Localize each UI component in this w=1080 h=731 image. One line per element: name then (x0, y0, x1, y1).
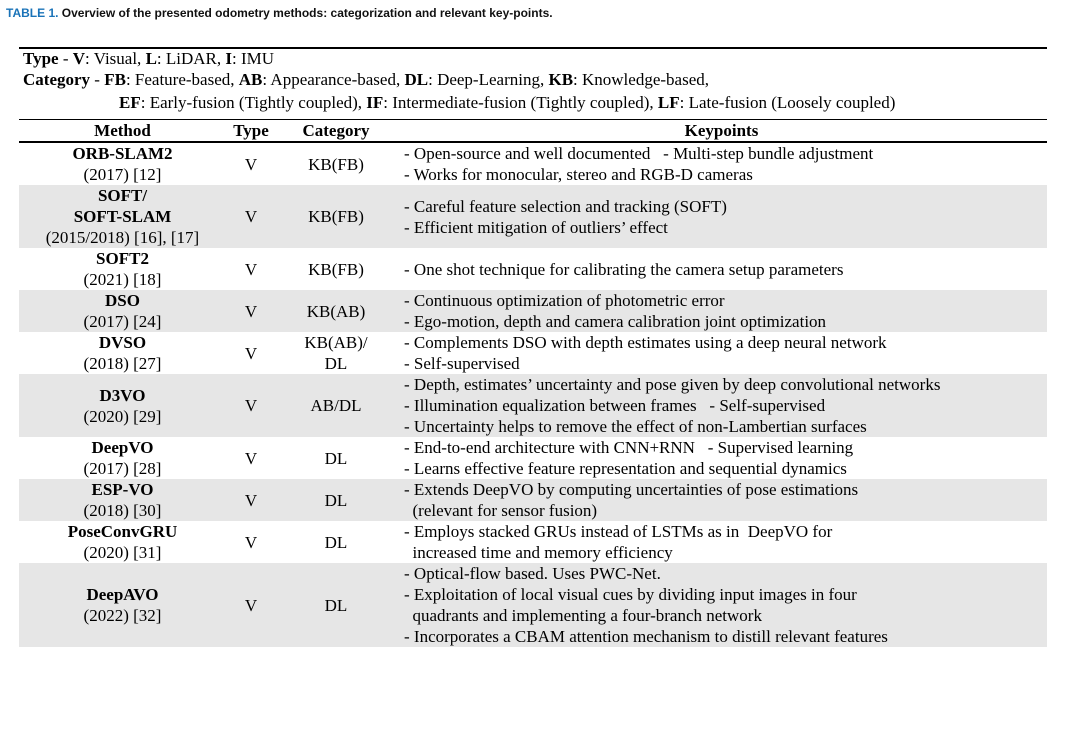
keypoint-line: - Employs stacked GRUs instead of LSTMs as in DeepVO for (404, 522, 833, 541)
category-text: KB(AB) (306, 301, 366, 321)
keypoints-cell (396, 374, 1047, 437)
type-cell: V (244, 532, 258, 552)
method-cell (19, 374, 226, 437)
category-legend-abbr-kb: KB (548, 70, 574, 89)
category-cell (276, 185, 396, 248)
header-method: Method (94, 121, 151, 140)
method-reference: (2017) [24] (83, 312, 162, 331)
keypoints-cell (396, 290, 1047, 332)
keypoint-line: - Extends DeepVO by computing uncertainties of pose estimations (404, 480, 859, 499)
category-cell (276, 374, 396, 437)
keypoint-line: - Ego-motion, depth and camera calibration joint optimization (404, 312, 827, 331)
type-legend-desc-i: : IMU (232, 49, 275, 68)
type-cell: V (244, 448, 258, 468)
keypoint-line: - Works for monocular, stereo and RGB-D cameras (404, 165, 753, 184)
category-cell (276, 521, 396, 563)
keypoint-line: - Uncertainty helps to remove the effect of non-Lambertian surfaces (404, 417, 867, 436)
keypoints-cell (396, 185, 1047, 248)
table-row (19, 142, 1047, 185)
category-legend-abbr-ef: EF (119, 93, 141, 112)
type-cell: V (226, 479, 276, 521)
type-legend-abbr-v: V (72, 49, 86, 68)
method-name: SOFT2 (96, 249, 149, 268)
table-row (19, 521, 1047, 563)
keypoints-cell (396, 563, 1047, 647)
caption-text: Overview of the presented odometry methods: categorization and relevant key-points. (61, 6, 553, 20)
method-cell (19, 563, 226, 647)
category-cell (276, 248, 396, 290)
table-row (19, 332, 1047, 374)
method-cell (19, 521, 226, 563)
keypoint-line: - Continuous optimization of photometric error (404, 291, 725, 310)
category-legend-abbr-dl: DL (404, 70, 429, 89)
category-legend-abbr-fb: FB (104, 70, 126, 89)
method-cell (19, 185, 226, 248)
header-row (19, 120, 1047, 142)
header-keypoints: Keypoints (684, 121, 759, 140)
method-cell (19, 437, 226, 479)
keypoint-line: (relevant for sensor fusion) (404, 501, 598, 520)
category-legend-abbr-ab: AB (238, 70, 263, 89)
category-legend-desc-kb: : Knowledge-based, (573, 70, 709, 89)
category-legend-abbr-lf: LF (657, 93, 680, 112)
type-legend-desc-v: : Visual, (85, 49, 146, 68)
category-cell (276, 479, 396, 521)
category-text: AB/DL (310, 396, 362, 415)
category-legend-desc-dl: : Deep-Learning, (428, 70, 549, 89)
keypoint-line: - End-to-end architecture with CNN+RNN - Supervised learning (404, 438, 854, 457)
method-reference: (2017) [12] (83, 165, 162, 184)
method-name: ORB-SLAM2 (72, 144, 173, 163)
keypoint-line: - Careful feature selection and tracking (SOFT) (404, 196, 727, 216)
type-cell: V (226, 185, 276, 248)
keypoint-line: - Incorporates a CBAM attention mechanism to distill relevant features (404, 627, 888, 646)
method-reference: (2015/2018) [16], [17] (45, 228, 200, 247)
method-reference: (2018) [30] (83, 501, 162, 520)
category-text: KB(AB)/ (304, 333, 368, 352)
method-cell (19, 142, 226, 185)
category-legend-desc-lf: : Late-fusion (Loosely coupled) (679, 93, 896, 112)
legend-type-line: Type - V: Visual, L: LiDAR, I: IMU (23, 49, 275, 68)
method-name: SOFT/ (97, 186, 148, 205)
table-row (19, 563, 1047, 647)
keypoint-line: quadrants and implementing a four-branch network (404, 606, 762, 625)
category-text: DL (324, 448, 348, 468)
method-name: D3VO (99, 385, 146, 405)
method-name: DeepAVO (86, 585, 159, 604)
method-name: SOFT-SLAM (73, 207, 172, 226)
legend-category-line-1: Category - FB: Feature-based, AB: Appearance-based, DL: Deep-Learning, KB: Knowledge-based, (23, 70, 709, 89)
table-row (19, 479, 1047, 521)
type-cell: V (226, 374, 276, 437)
caption-label: TABLE 1. (6, 6, 59, 20)
category-text: DL (324, 354, 348, 373)
type-cell: V (244, 259, 258, 279)
method-reference: (2020) [31] (83, 543, 162, 562)
category-text: DL (324, 532, 348, 552)
header-category: Category (302, 121, 370, 140)
category-legend-desc-fb: : Feature-based, (125, 70, 239, 89)
keypoints-cell (396, 479, 1047, 521)
category-cell (276, 142, 396, 185)
table-row (19, 185, 1047, 248)
method-name: DeepVO (91, 438, 154, 457)
keypoint-line: - Open-source and well documented - Multi-step bundle adjustment (404, 144, 874, 163)
method-name: DVSO (98, 333, 147, 352)
keypoint-line: - Optical-flow based. Uses PWC-Net. (404, 564, 661, 583)
category-text: DL (324, 490, 348, 510)
category-cell (276, 290, 396, 332)
method-cell (19, 290, 226, 332)
keypoint-line: - Depth, estimates’ uncertainty and pose given by deep convolutional networks (404, 375, 941, 394)
method-name: PoseConvGRU (67, 522, 178, 541)
keypoint-line: - Complements DSO with depth estimates using a deep neural network (404, 333, 887, 352)
header-type: Type (233, 121, 269, 140)
legend-category-line-2 (119, 93, 895, 113)
method-cell (19, 332, 226, 374)
category-legend-abbr-if: IF (366, 93, 384, 112)
methods-table (19, 120, 1047, 647)
category-legend-desc-ef: : Early-fusion (Tightly coupled), (140, 93, 367, 112)
category-cell (276, 332, 396, 374)
table-row (19, 437, 1047, 479)
category-legend-desc-if: : Intermediate-fusion (Tightly coupled), (383, 93, 658, 112)
type-cell: V (244, 154, 258, 174)
method-reference: (2020) [29] (83, 406, 162, 426)
keypoints-cell (396, 437, 1047, 479)
keypoint-line: increased time and memory efficiency (404, 543, 673, 562)
method-name: DSO (105, 291, 140, 310)
type-legend-abbr-l: L (145, 49, 157, 68)
keypoint-line: - Exploitation of local visual cues by dividing input images in four (404, 585, 857, 604)
keypoint-line: - Efficient mitigation of outliers’ effect (404, 217, 668, 237)
category-cell (276, 563, 396, 647)
keypoints-cell (396, 248, 1047, 290)
keypoint-line: - Self-supervised (404, 354, 520, 373)
method-reference: (2018) [27] (83, 354, 162, 373)
type-legend-abbr-i: I (225, 49, 233, 68)
keypoints-cell (396, 142, 1047, 185)
keypoints-cell (396, 521, 1047, 563)
method-cell (19, 479, 226, 521)
method-reference: (2017) [28] (83, 459, 162, 478)
category-legend-desc-ab: : Appearance-based, (262, 70, 405, 89)
category-text: KB(FB) (308, 154, 364, 174)
keypoint-line: - Learns effective feature representation and sequential dynamics (404, 459, 847, 478)
method-cell (19, 248, 226, 290)
category-text: KB(FB) (308, 259, 364, 279)
category-cell (276, 437, 396, 479)
type-cell: V (244, 343, 258, 363)
keypoint-line: - One shot technique for calibrating the camera setup parameters (404, 259, 844, 279)
table-row (19, 290, 1047, 332)
category-text: DL (324, 595, 348, 615)
method-name: ESP-VO (91, 480, 154, 499)
table-row (19, 374, 1047, 437)
keypoints-cell (396, 332, 1047, 374)
category-text: KB(FB) (308, 207, 364, 226)
table-row (19, 248, 1047, 290)
keypoint-line: - Illumination equalization between frames - Self-supervised (404, 396, 826, 415)
type-legend-desc-l: : LiDAR, (156, 49, 226, 68)
method-reference: (2021) [18] (83, 270, 162, 289)
type-cell: V (226, 290, 276, 332)
type-cell: V (226, 563, 276, 647)
table-caption (6, 6, 553, 20)
method-reference: (2022) [32] (83, 606, 162, 625)
